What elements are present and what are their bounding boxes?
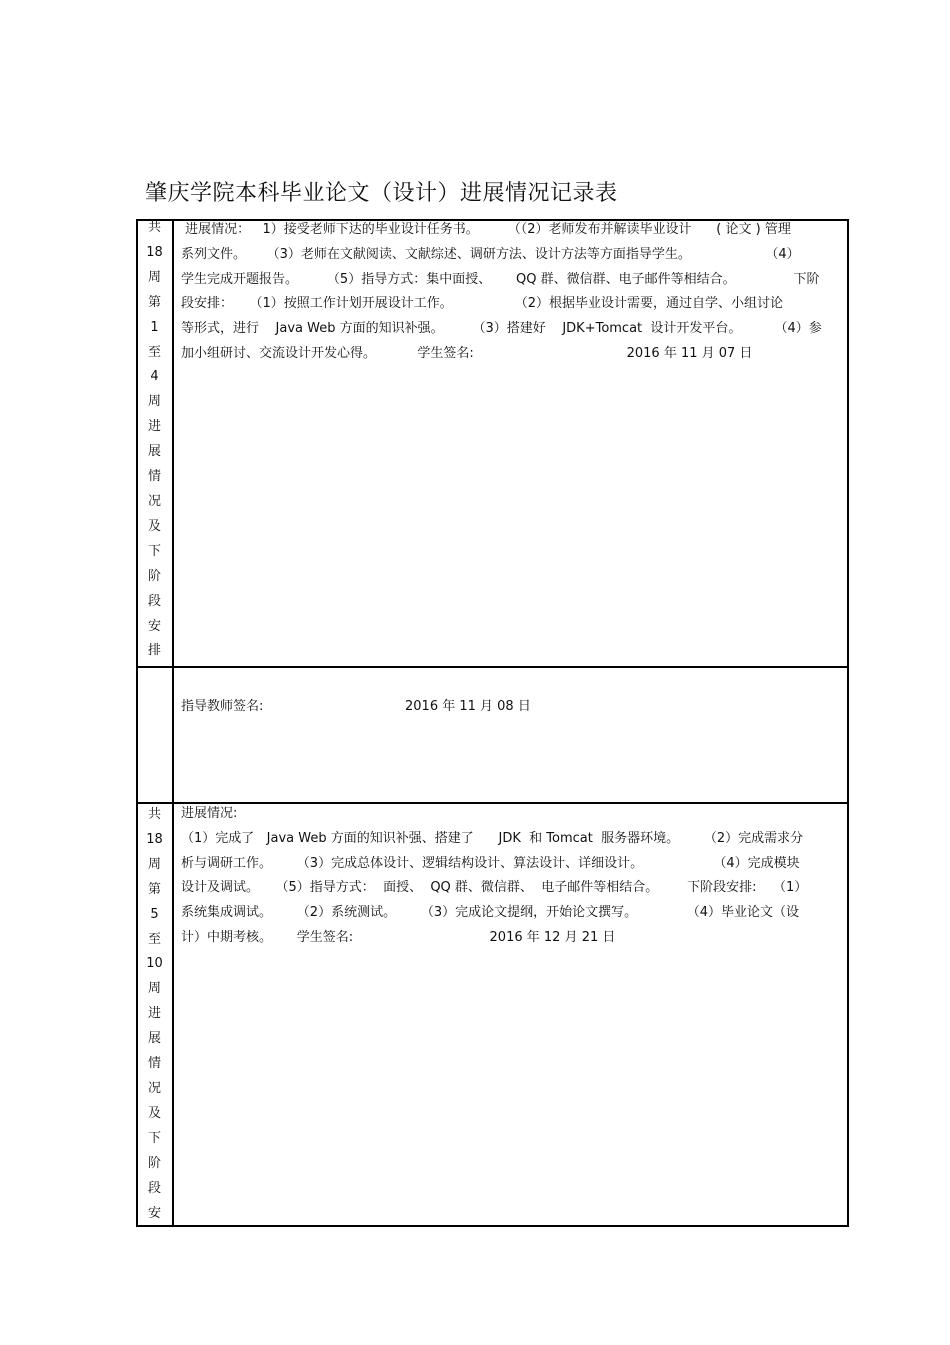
side-label-char: 段 [147,1180,161,1196]
side-label-char: 共 [147,220,161,235]
side-label-char: 周 [147,856,161,872]
side-label-char: 进 [147,1006,161,1022]
side-label-char: 周 [147,269,161,285]
text-line: 计）中期考核。 学生签名: 2016 年 12 月 21 日 [181,929,616,945]
side-label-char: 排 [147,643,161,659]
teacher-signature-date: 2016 年 11 月 08 日 [405,699,531,714]
side-label-char: 安 [147,618,161,634]
section1-progress-text [181,218,839,367]
side-label-char: 10 [146,956,163,972]
side-label-char: 4 [150,369,159,385]
side-label-char: 阶 [147,568,161,584]
teacher-signature-label: 指导教师签名: [181,699,264,714]
side-label-char: 段 [147,593,161,609]
side-label-char: 周 [147,394,161,410]
side-label-char: 及 [147,1105,161,1121]
text-line: 设计及调试。 （5）指导方式： 面授、 QQ 群、微信群、 电子邮件等相结合。 下阶段安排: （1） [181,880,808,896]
text-line: 系列文件。 （3）老师在文献阅读、文献综述、调研方法、设计方法等方面指导学生。 （4） [181,246,800,262]
section1-side-label [136,216,173,664]
side-label-char: 展 [147,444,161,460]
section3-progress-text [181,802,839,951]
text-line: 进展情况： 1）接受老师下达的毕业设计任务书。 （（2）老师发布并解读毕业设计 ( 论文 ) 管理 [181,222,791,237]
text-line: （1）完成了 Java Web 方面的知识补强、搭建了 JDK 和 Tomcat 服务器环境。 （2）完成需求分 [181,830,804,846]
section3-side-label [136,803,173,1226]
side-label-char: 下 [147,1130,161,1146]
side-label-char: 况 [147,493,161,509]
text-line: 系统集成调试。 （2）系统测试。 （3）完成论文提纲，开始论文撰写。 （4）毕业论文（设 [181,905,799,921]
side-label-char: 周 [147,981,161,997]
side-label-char: 18 [146,244,163,260]
table-border-bottom [136,1225,849,1227]
side-label-char: 展 [147,1031,161,1047]
text-line: 段安排： （1）按照工作计划开展设计工作。 （2）根据毕业设计需要，通过自学、小组讨论 [181,296,784,312]
side-label-char: 18 [146,831,163,847]
text-line: 加小组研讨、交流设计开发心得。 学生签名: 2016 年 11 月 07 日 [181,345,753,361]
side-label-char: 安 [147,1205,161,1221]
side-label-char: 5 [150,906,159,922]
side-label-char: 第 [147,881,161,897]
side-label-char: 情 [147,469,161,485]
side-label-char: 情 [147,1056,161,1072]
text-line: 等形式，进行 Java Web 方面的知识补强。 （3）搭建好 JDK+Tomcat 设计开发平台。 （4）参 [181,321,822,337]
side-label-char: 下 [147,543,161,559]
side-label-char: 阶 [147,1155,161,1171]
table-divider-1 [136,666,849,668]
document-title: 肇庆学院本科毕业论文（设计）进展情况记录表 [145,181,618,206]
text-line: 进展情况: [181,806,238,821]
side-label-char: 1 [150,319,159,335]
side-label-char: 至 [147,344,161,360]
side-label-char: 及 [147,518,161,534]
side-label-char: 第 [147,294,161,310]
text-line: 学生完成开题报告。 （5）指导方式：集中面授、 QQ 群、微信群、电子邮件等相结合。 下阶 [181,271,820,287]
table-border-right [847,219,849,1226]
text-line: 析与调研工作。 （3）完成总体设计、逻辑结构设计、算法设计、详细设计。 （4）完成模块 [181,855,800,871]
side-label-char: 共 [147,807,161,822]
side-label-char: 况 [147,1080,161,1096]
side-label-char: 进 [147,419,161,435]
side-label-char: 至 [147,931,161,947]
